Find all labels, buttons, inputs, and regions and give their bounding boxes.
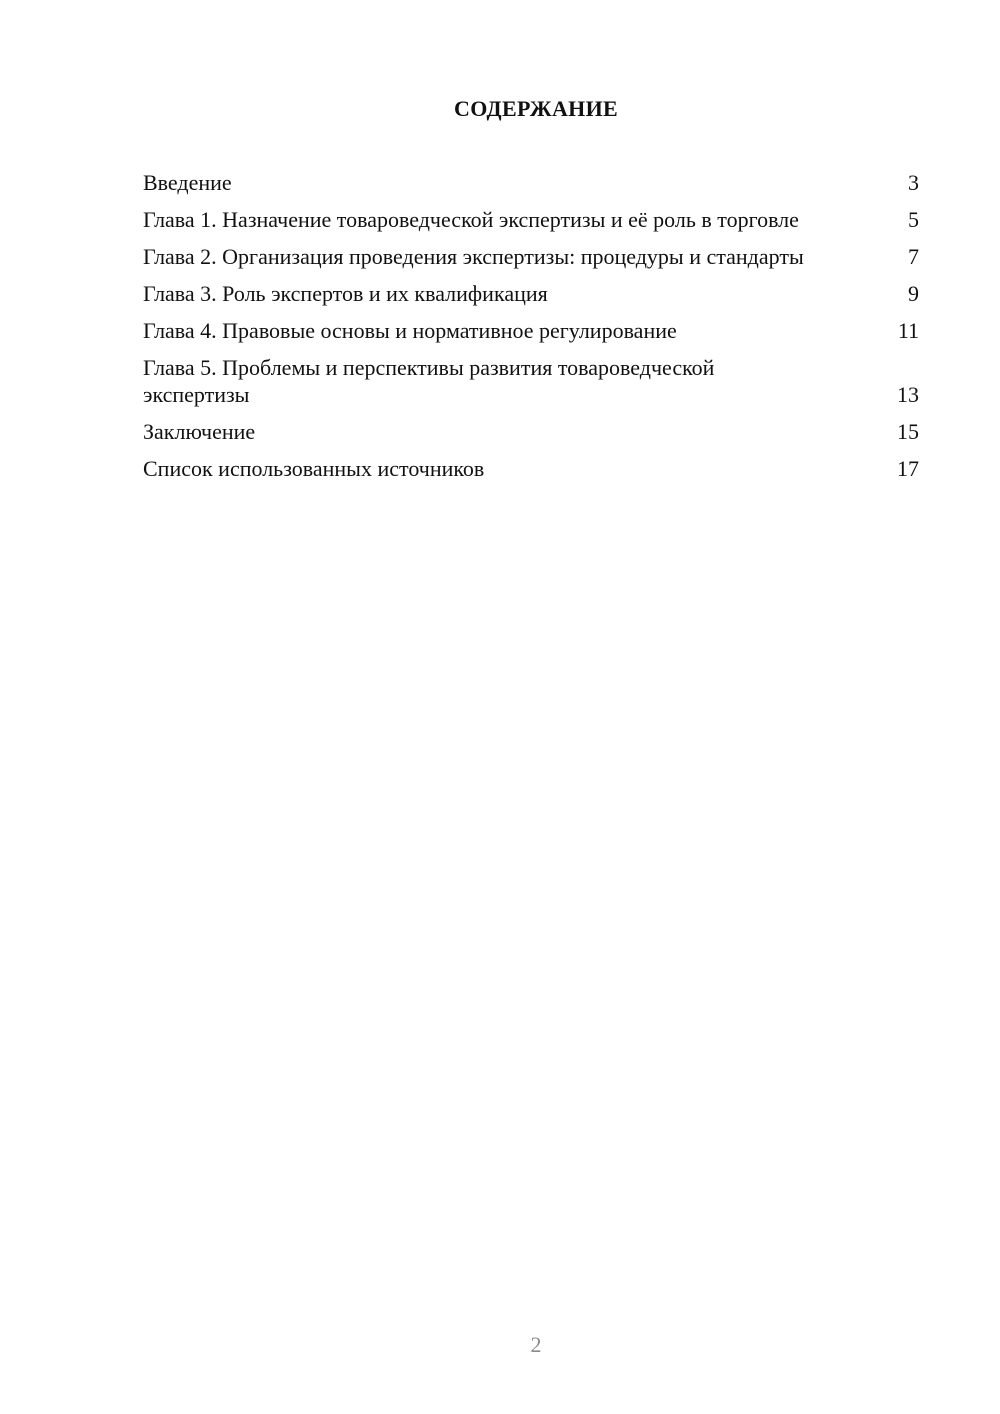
- toc-entry-page: 7: [908, 244, 919, 269]
- toc-entry-page: 13: [897, 382, 919, 407]
- toc-entry-text: Заключение: [143, 419, 256, 444]
- toc-entry-page: 11: [897, 318, 919, 343]
- page-title: СОДЕРЖАНИЕ: [454, 96, 618, 121]
- toc-entry-chapter-1[interactable]: [143, 206, 919, 233]
- toc-entry-page: 5: [908, 207, 919, 232]
- toc-entry-text: Глава 1. Назначение товароведческой экспертизы и её роль в торговле: [143, 207, 799, 232]
- toc-entry-introduction[interactable]: [143, 169, 919, 196]
- toc-entry-chapter-4[interactable]: [143, 317, 919, 344]
- toc-entry-conclusion[interactable]: [143, 418, 919, 445]
- toc-entry-page: 9: [908, 281, 919, 306]
- toc-entry-text: Глава 2. Организация проведения экспертизы: процедуры и стандарты: [143, 244, 804, 269]
- toc-entry-chapter-5[interactable]: [143, 354, 919, 408]
- toc-entry-text: Глава 3. Роль экспертов и их квалификация: [143, 281, 548, 306]
- page-number: 2: [530, 1332, 542, 1357]
- toc-entry-text: Глава 5. Проблемы и перспективы развития товароведческой экспертизы: [143, 355, 715, 407]
- toc-entry-references[interactable]: [143, 455, 919, 482]
- toc-entry-page: 15: [897, 419, 919, 444]
- toc-entry-text: Введение: [143, 170, 232, 195]
- toc-entry-page: 3: [908, 170, 919, 195]
- toc-entry-text: Список использованных источников: [143, 456, 485, 481]
- table-of-contents: [143, 169, 919, 492]
- toc-entry-page: 17: [897, 456, 919, 481]
- toc-entry-chapter-3[interactable]: [143, 280, 919, 307]
- toc-entry-chapter-2[interactable]: [143, 243, 919, 270]
- toc-entry-text: Глава 4. Правовые основы и нормативное регулирование: [143, 318, 677, 343]
